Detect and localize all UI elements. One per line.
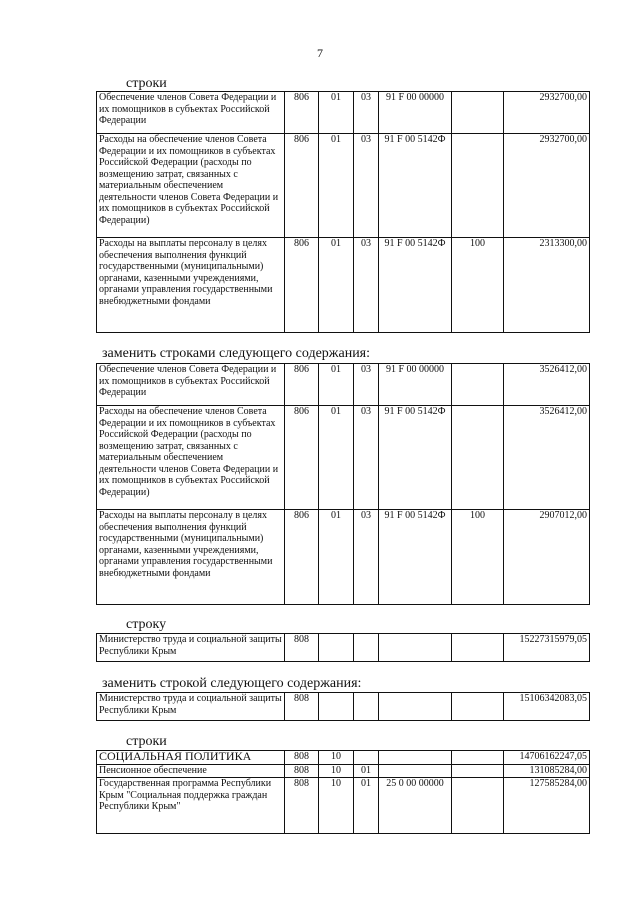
row-name: Государственная программа Республики Крым "Социальная поддержка граждан Республики Крым" — [97, 778, 285, 834]
row-vr — [452, 634, 504, 662]
row-csr: 91 F 00 5142Ф — [379, 238, 452, 333]
row-ved: 808 — [285, 778, 319, 834]
row-ved: 808 — [285, 751, 319, 765]
row-csr: 25 0 00 00000 — [379, 778, 452, 834]
row-pr: 03 — [354, 406, 379, 510]
row-amount: 127585284,00 — [504, 778, 590, 834]
table-row — [97, 238, 590, 333]
row-pr: 03 — [354, 364, 379, 406]
row-vr — [452, 765, 504, 778]
row-csr: 91 F 00 5142Ф — [379, 134, 452, 238]
row-pr: 03 — [354, 238, 379, 333]
section-label-replace-row: заменить строкой следующего содержания: — [102, 676, 362, 691]
budget-table-ministry-original — [96, 633, 590, 662]
budget-table-ministry-replacement — [96, 692, 590, 721]
row-csr: 91 F 00 5142Ф — [379, 406, 452, 510]
table-row — [97, 134, 590, 238]
row-vr — [452, 751, 504, 765]
table-row — [97, 92, 590, 134]
row-amount: 2932700,00 — [504, 92, 590, 134]
row-ved: 806 — [285, 364, 319, 406]
row-vr — [452, 134, 504, 238]
row-name: Расходы на выплаты персоналу в целях обеспечения выполнения функций государственными (муниципальными) органами, казенными учреждениями, органами управления государственными внебюджетными фондами — [97, 510, 285, 605]
row-csr — [379, 693, 452, 721]
row-csr — [379, 765, 452, 778]
row-vr — [452, 92, 504, 134]
page-number: 7 — [317, 46, 323, 60]
section-label-rows: строки — [126, 76, 167, 91]
table-row — [97, 765, 590, 778]
row-name: Министерство труда и социальной защиты Республики Крым — [97, 693, 285, 721]
table-row — [97, 693, 590, 721]
row-name: Пенсионное обеспечение — [97, 765, 285, 778]
row-ved: 806 — [285, 134, 319, 238]
row-vr: 100 — [452, 238, 504, 333]
row-amount: 2907012,00 — [504, 510, 590, 605]
row-amount: 3526412,00 — [504, 364, 590, 406]
row-pr: 03 — [354, 134, 379, 238]
row-ved: 808 — [285, 634, 319, 662]
row-ved: 806 — [285, 92, 319, 134]
row-name: Министерство труда и социальной защиты Республики Крым — [97, 634, 285, 662]
row-vr — [452, 693, 504, 721]
row-name: Расходы на обеспечение членов Совета Федерации и их помощников в субъектах Российской Федерации (расходы по возмещению затрат, связанных с материальным обеспечением деятельности членов Совета Федерации и их помощников в субъектах Российской Федерации) — [97, 406, 285, 510]
row-amount: 3526412,00 — [504, 406, 590, 510]
row-pr — [354, 751, 379, 765]
row-csr: 91 F 00 00000 — [379, 92, 452, 134]
row-amount: 2932700,00 — [504, 134, 590, 238]
row-rz: 10 — [319, 765, 354, 778]
row-csr: 91 F 00 00000 — [379, 364, 452, 406]
section-label-rows-social: строки — [126, 734, 167, 749]
section-label-row: строку — [126, 617, 167, 632]
row-name: Обеспечение членов Совета Федерации и их помощников в субъектах Российской Федерации — [97, 364, 285, 406]
row-pr — [354, 634, 379, 662]
budget-table-social-policy — [96, 750, 590, 834]
budget-table-original — [96, 91, 590, 333]
row-name: Расходы на обеспечение членов Совета Федерации и их помощников в субъектах Российской Федерации (расходы по возмещению затрат, связанных с материальным обеспечением деятельности членов Совета Федерации и их помощников в субъектах Российской Федерации) — [97, 134, 285, 238]
row-vr — [452, 364, 504, 406]
row-pr: 03 — [354, 510, 379, 605]
row-rz: 01 — [319, 92, 354, 134]
row-ved: 806 — [285, 406, 319, 510]
row-pr: 01 — [354, 778, 379, 834]
row-amount: 14706162247,05 — [504, 751, 590, 765]
row-rz: 10 — [319, 778, 354, 834]
row-rz: 01 — [319, 364, 354, 406]
row-vr: 100 — [452, 510, 504, 605]
row-vr — [452, 778, 504, 834]
row-rz — [319, 634, 354, 662]
section-label-replace-rows: заменить строками следующего содержания: — [102, 346, 371, 361]
row-amount: 15227315979,05 — [504, 634, 590, 662]
row-pr: 03 — [354, 92, 379, 134]
row-rz: 01 — [319, 238, 354, 333]
table-row — [97, 510, 590, 605]
row-rz: 10 — [319, 751, 354, 765]
row-amount: 131085284,00 — [504, 765, 590, 778]
row-rz: 01 — [319, 134, 354, 238]
row-ved: 806 — [285, 238, 319, 333]
row-rz: 01 — [319, 406, 354, 510]
row-name: Обеспечение членов Совета Федерации и их помощников в субъектах Российской Федерации — [97, 92, 285, 134]
row-pr — [354, 693, 379, 721]
table-row — [97, 751, 590, 765]
table-row — [97, 406, 590, 510]
table-row — [97, 634, 590, 662]
row-pr: 01 — [354, 765, 379, 778]
row-csr: 91 F 00 5142Ф — [379, 510, 452, 605]
budget-table-replacement — [96, 363, 590, 605]
row-amount: 2313300,00 — [504, 238, 590, 333]
row-rz — [319, 693, 354, 721]
table-row — [97, 364, 590, 406]
row-rz: 01 — [319, 510, 354, 605]
row-name: Расходы на выплаты персоналу в целях обеспечения выполнения функций государственными (муниципальными) органами, казенными учреждениями, органами управления государственными внебюджетными фондами — [97, 238, 285, 333]
table-row — [97, 778, 590, 834]
row-name: СОЦИАЛЬНАЯ ПОЛИТИКА — [97, 751, 285, 765]
row-ved: 806 — [285, 510, 319, 605]
row-amount: 15106342083,05 — [504, 693, 590, 721]
row-ved: 808 — [285, 693, 319, 721]
row-csr — [379, 751, 452, 765]
row-csr — [379, 634, 452, 662]
row-vr — [452, 406, 504, 510]
row-ved: 808 — [285, 765, 319, 778]
